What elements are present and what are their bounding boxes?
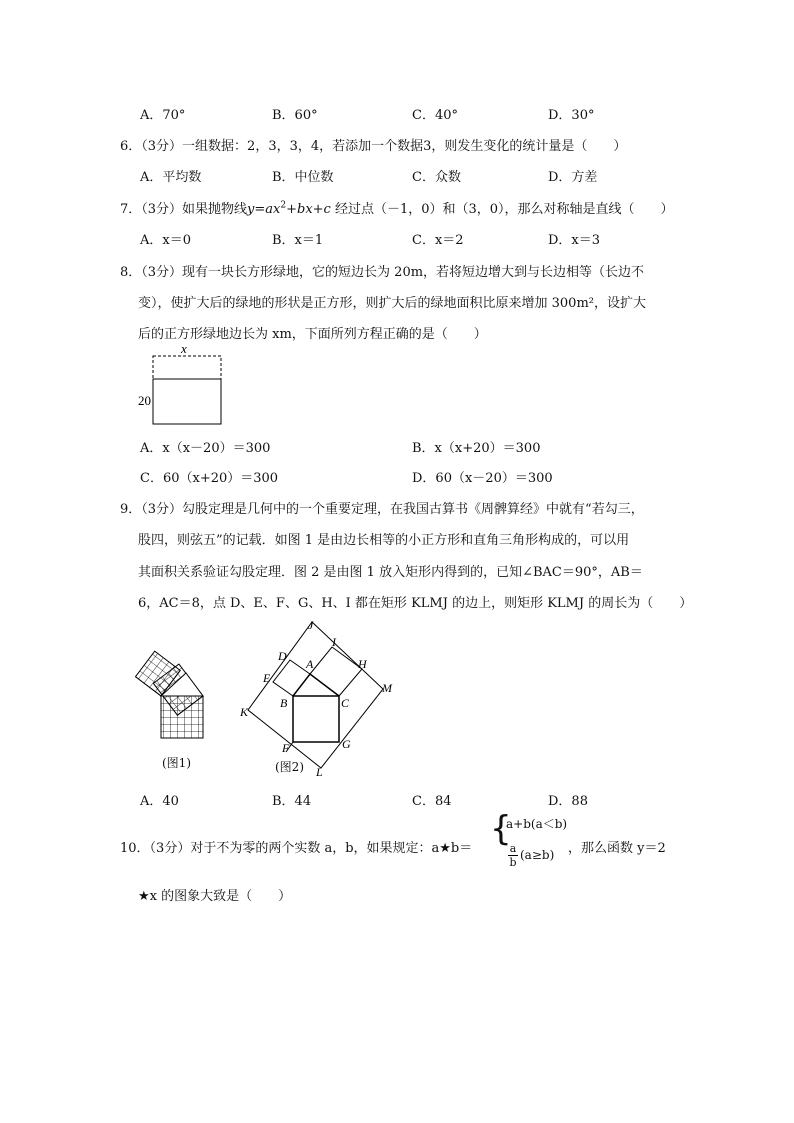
q9-line1: 9．（3分）勾股定理是几何中的一个重要定理，在我国古算书《周髀算经》中就有“若勾三， bbox=[120, 502, 644, 517]
q8-extension-dashed bbox=[153, 356, 221, 379]
q10-brace: { bbox=[490, 809, 512, 849]
q6-stem: 6．（3分）一组数据：2，3，3，4，若添加一个数据3，则发生变化的统计量是（ ） bbox=[120, 139, 627, 154]
fig2-label-b: B bbox=[280, 696, 288, 710]
q10-case2-denominator: b bbox=[509, 856, 517, 869]
q9-line4: 6，AC＝8，点 D、E、F、G、H、I 都在矩形 KLMJ 的边上，则矩形 KLMJ 的周长为（ ） bbox=[138, 596, 693, 611]
fig2-square-achi bbox=[310, 647, 362, 696]
q9-option-a: A．40 bbox=[140, 794, 179, 809]
fig2-label-l: L bbox=[316, 765, 323, 779]
q10-line1-post: ，那么函数 y＝2 bbox=[568, 841, 666, 856]
q10-case2-condition: (a≥b) bbox=[520, 848, 555, 862]
fig2-square-bcgf bbox=[293, 696, 339, 742]
q8-line2: 变），使扩大后的绿地的形状是正方形，则扩大后的绿地面积比原来增加 300m²，设扩大 bbox=[138, 296, 646, 311]
q6-option-b: B．中位数 bbox=[272, 170, 334, 185]
fig2-label-c: C bbox=[341, 696, 350, 710]
q8-option-d: D．60（x－20）＝300 bbox=[412, 471, 553, 486]
q9-option-d: D．88 bbox=[548, 794, 588, 809]
q8-line1: 8．（3分）现有一块长方形绿地，它的短边长为 20m，若将短边增大到与长边相等（长边不 bbox=[120, 265, 645, 280]
fig2-label-h: H bbox=[358, 657, 367, 671]
q8-option-b: B．x（x+20）＝300 bbox=[412, 441, 541, 456]
q8-option-c: C．60（x+20）＝300 bbox=[140, 471, 279, 486]
q9-line3: 其面积关系验证勾股定理．图 2 是由图 1 放入矩形内得到的，已知∠BAC＝90°，AB＝ bbox=[138, 565, 643, 580]
q8-rectangle-figure bbox=[135, 340, 235, 430]
fig2-triangle-abc bbox=[293, 674, 339, 696]
q5-option-c: C．40° bbox=[412, 108, 458, 123]
q9-line2: 股四，则弦五”的记载．如图 1 是由边长相等的小正方形和直角三角形构成的，可以用 bbox=[138, 533, 630, 548]
q8-option-a: A．x（x－20）＝300 bbox=[140, 441, 271, 456]
q7-equation: y=ax bbox=[247, 202, 281, 217]
q5-option-d: D．30° bbox=[548, 108, 595, 123]
q8-line3: 后的正方形绿地边长为 xm，下面所列方程正确的是（ ） bbox=[138, 327, 487, 342]
q7-equation-rest: +bx+c bbox=[286, 202, 331, 217]
q6-option-d: D．方差 bbox=[548, 170, 598, 185]
fig2-label-f: F bbox=[282, 741, 290, 755]
fig2-label-j: J bbox=[308, 618, 314, 632]
q10-line2: ★x 的图象大致是（ ） bbox=[138, 889, 292, 904]
fig2-label-d: D bbox=[278, 649, 287, 663]
q7-option-a: A．x＝0 bbox=[140, 233, 191, 248]
q7-option-b: B．x＝1 bbox=[272, 233, 324, 248]
q9-option-b: B．44 bbox=[272, 794, 312, 809]
q9-caption-fig2: (图2) bbox=[275, 760, 304, 774]
fig2-rectangle-klmj bbox=[248, 622, 383, 768]
q7-stem bbox=[120, 198, 674, 217]
q8-original-rect bbox=[153, 379, 221, 424]
q9-caption-fig1: (图1) bbox=[162, 756, 191, 770]
q8-label-20: 20 bbox=[138, 393, 151, 408]
fig2-label-e: E bbox=[263, 671, 271, 685]
q6-option-a: A．平均数 bbox=[140, 170, 202, 185]
q9-figure2 bbox=[238, 612, 408, 782]
fig2-label-m: M bbox=[382, 681, 392, 695]
q10-case2-numerator: a bbox=[509, 842, 517, 855]
q10-case2-fraction bbox=[508, 842, 518, 869]
q7-stem-pre: 7．（3分）如果抛物线 bbox=[120, 202, 248, 217]
fig2-label-k: K bbox=[240, 705, 249, 719]
fig2-label-a: A bbox=[306, 657, 314, 671]
q9-option-c: C．84 bbox=[412, 794, 452, 809]
fig2-label-g: G bbox=[342, 737, 351, 751]
q7-option-d: D．x＝3 bbox=[548, 233, 601, 248]
q7-exponent: 2 bbox=[280, 200, 287, 211]
fig2-square-abde bbox=[273, 660, 310, 696]
q7-option-c: C．x＝2 bbox=[412, 233, 464, 248]
q10-line1-pre: 10．（3分）对于不为零的两个实数 a，b，如果规定：a★b＝ bbox=[120, 841, 473, 856]
q7-stem-post: 经过点（－1，0）和（3，0），那么对称轴是直线（ ） bbox=[330, 202, 674, 217]
q10-case1: a+b(a＜b) bbox=[506, 817, 568, 831]
q5-option-a: A．70° bbox=[140, 108, 186, 123]
q8-label-x: x bbox=[181, 341, 187, 356]
q6-option-c: C．众数 bbox=[412, 170, 461, 185]
q5-option-b: B．60° bbox=[272, 108, 318, 123]
q9-figure1 bbox=[135, 640, 225, 750]
fig2-label-i: I bbox=[332, 635, 336, 649]
